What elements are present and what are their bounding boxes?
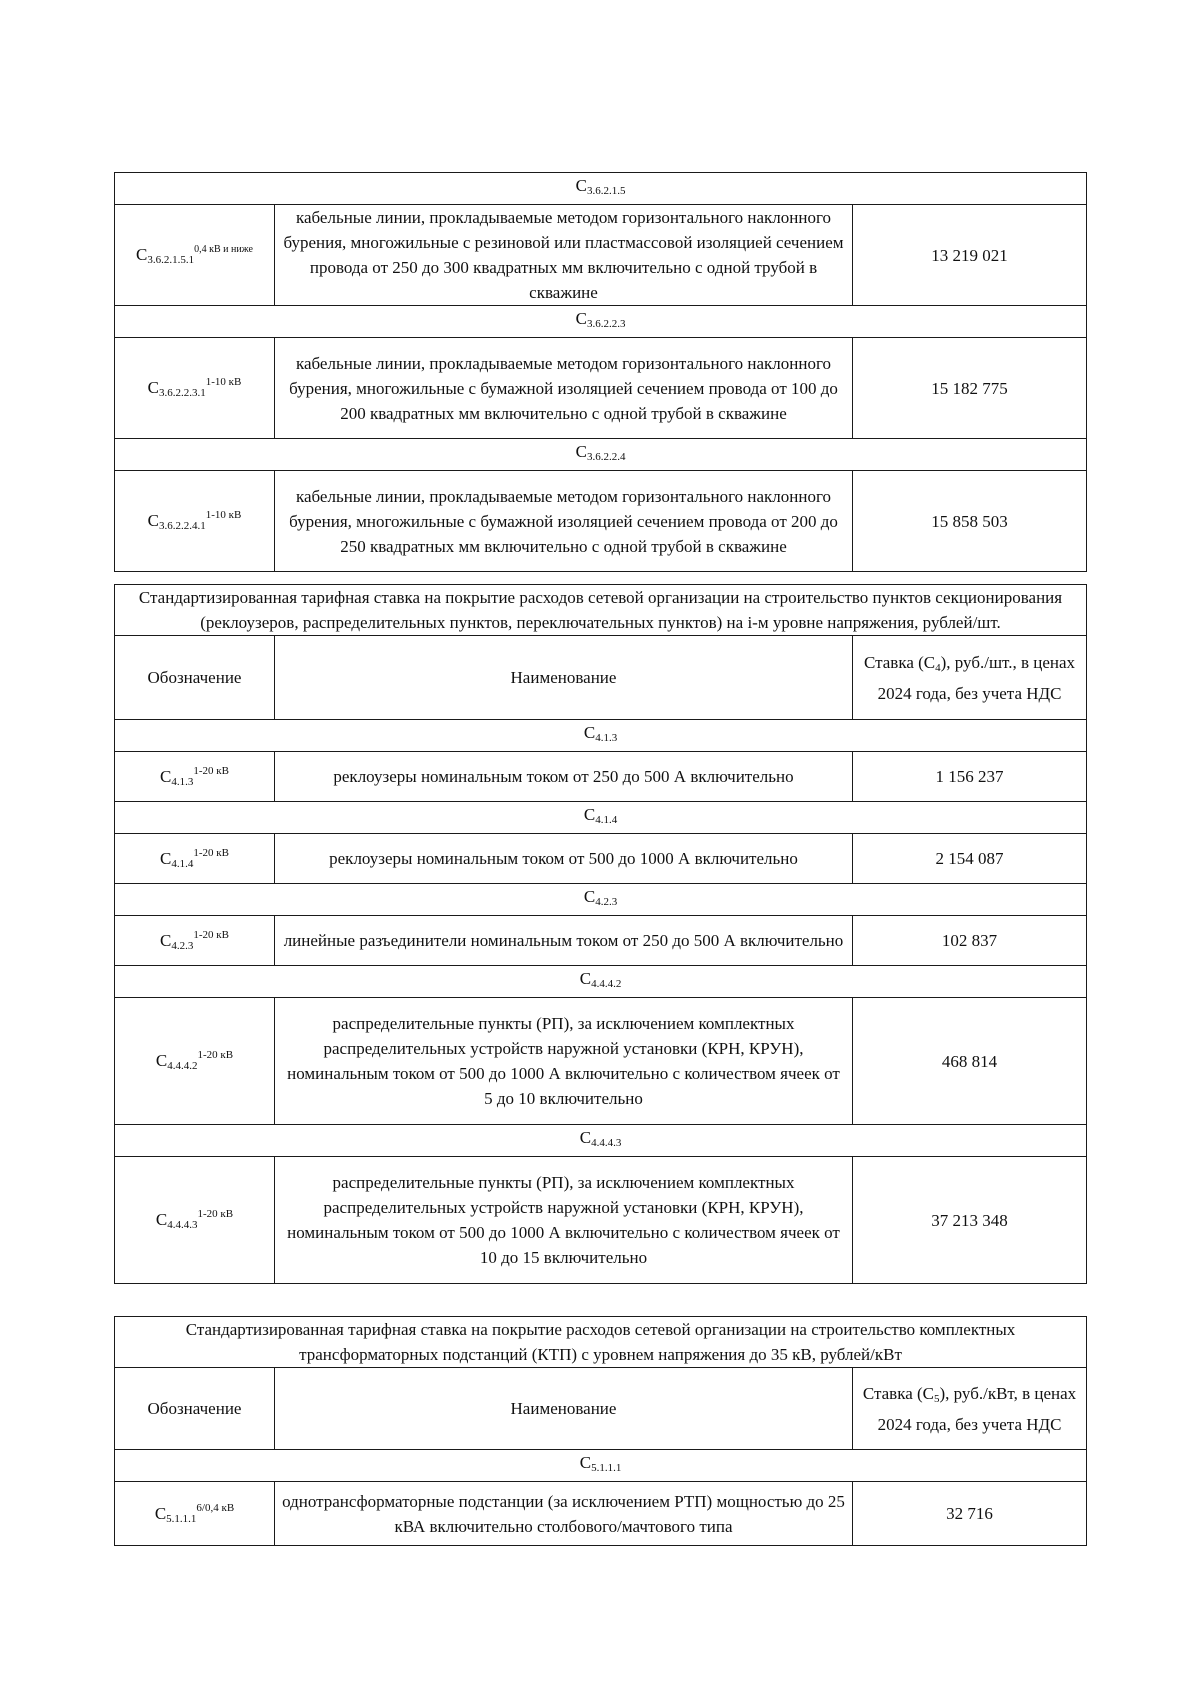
row-value: 13 219 021 — [853, 205, 1087, 306]
section-row — [115, 802, 1087, 834]
section-row — [115, 306, 1087, 338]
section-row — [115, 884, 1087, 916]
row-name: кабельные линии, прокладываемые методом горизонтального наклонного бурения, многожильные с резиновой или пластмассовой изоляцией сечением провода от 250 до 300 квадратных мм включительно с одной трубой в скважине — [275, 205, 853, 306]
row-code: $С_{5.1.1.1}^{6/0,4 кВ}$ — [115, 1482, 275, 1546]
row-value: 15 182 775 — [853, 338, 1087, 439]
row-code: $С_{3.6.2.2.4.1}^{1-10 кВ}$ — [115, 471, 275, 572]
row-value: 1 156 237 — [853, 752, 1087, 802]
table-row — [115, 998, 1087, 1125]
table-transformer-substations — [114, 1316, 1087, 1546]
section-row — [115, 966, 1087, 998]
section-code: $С_{4.1.4}$ — [115, 802, 1087, 834]
row-name: распределительные пункты (РП), за исключением комплектных распределительных устройств наружной установки (КРН, КРУН), номинальным током от 500 до 1000 А включительно с количеством ячеек от 5 до 10 включительно — [275, 998, 853, 1125]
table-row — [115, 1157, 1087, 1284]
table-title: Стандартизированная тарифная ставка на покрытие расходов сетевой организации на строительство комплектных трансформаторных подстанций (КТП) с уровнем напряжения до 35 кВ, рублей/кВт — [115, 1317, 1087, 1368]
section-row — [115, 1125, 1087, 1157]
table-row — [115, 205, 1087, 306]
row-code: $С_{4.2.3}^{1-20 кВ}$ — [115, 916, 275, 966]
row-name: реклоузеры номинальным током от 500 до 1000 А включительно — [275, 834, 853, 884]
row-name: распределительные пункты (РП), за исключением комплектных распределительных устройств наружной установки (КРН, КРУН), номинальным током от 500 до 1000 А включительно с количеством ячеек от 10 до 15 включительно — [275, 1157, 853, 1284]
row-value: 15 858 503 — [853, 471, 1087, 572]
section-code: $С_{3.6.2.2.3}$ — [115, 306, 1087, 338]
row-name: кабельные линии, прокладываемые методом горизонтального наклонного бурения, многожильные с бумажной изоляцией сечением провода от 100 до 200 квадратных мм включительно с одной трубой в скважине — [275, 338, 853, 439]
row-value: 2 154 087 — [853, 834, 1087, 884]
row-code: $С_{4.1.3}^{1-20 кВ}$ — [115, 752, 275, 802]
table-row — [115, 1482, 1087, 1546]
row-name: реклоузеры номинальным током от 250 до 500 А включительно — [275, 752, 853, 802]
header-rate: Ставка $(С_4)$, руб./шт., в ценах 2024 года, без учета НДС — [853, 636, 1087, 720]
row-value: 468 814 — [853, 998, 1087, 1125]
row-name: кабельные линии, прокладываемые методом горизонтального наклонного бурения, многожильные с бумажной изоляцией сечением провода от 200 до 250 квадратных мм включительно с одной трубой в скважине — [275, 471, 853, 572]
table-row — [115, 916, 1087, 966]
row-code: $С_{4.4.4.3}^{1-20 кВ}$ — [115, 1157, 275, 1284]
table-row — [115, 834, 1087, 884]
table-sectioning-points — [114, 584, 1087, 1284]
row-code: $С_{3.6.2.1.5.1}^{0,4 кВ и ниже}$ — [115, 205, 275, 306]
table-title-row — [115, 1317, 1087, 1368]
section-row — [115, 173, 1087, 205]
header-row — [115, 636, 1087, 720]
section-code: $С_{3.6.2.1.5}$ — [115, 173, 1087, 205]
table-row — [115, 338, 1087, 439]
section-code: $С_{4.4.4.2}$ — [115, 966, 1087, 998]
header-code: Обозначение — [115, 1368, 275, 1450]
header-name: Наименование — [275, 1368, 853, 1450]
header-rate: Ставка $(С_5)$, руб./кВт, в ценах 2024 года, без учета НДС — [853, 1368, 1087, 1450]
row-code: $С_{4.1.4}^{1-20 кВ}$ — [115, 834, 275, 884]
row-code: $С_{3.6.2.2.3.1}^{1-10 кВ}$ — [115, 338, 275, 439]
table-title: Стандартизированная тарифная ставка на покрытие расходов сетевой организации на строительство пунктов секционирования (реклоузеров, распределительных пунктов, переключательных пунктов) на i-м уровне напряжения, рублей/шт. — [115, 585, 1087, 636]
row-value: 37 213 348 — [853, 1157, 1087, 1284]
section-code: $С_{4.4.4.3}$ — [115, 1125, 1087, 1157]
section-row — [115, 439, 1087, 471]
table-title-row — [115, 585, 1087, 636]
row-code: $С_{4.4.4.2}^{1-20 кВ}$ — [115, 998, 275, 1125]
header-name: Наименование — [275, 636, 853, 720]
table-cable-lines — [114, 172, 1087, 572]
section-row — [115, 1450, 1087, 1482]
row-name: однотрансформаторные подстанции (за исключением РТП) мощностью до 25 кВА включительно столбового/мачтового типа — [275, 1482, 853, 1546]
section-code: $С_{5.1.1.1}$ — [115, 1450, 1087, 1482]
table-row — [115, 471, 1087, 572]
header-code: Обозначение — [115, 636, 275, 720]
table-row — [115, 752, 1087, 802]
section-row — [115, 720, 1087, 752]
row-value: 102 837 — [853, 916, 1087, 966]
section-code: $С_{3.6.2.2.4}$ — [115, 439, 1087, 471]
section-code: $С_{4.1.3}$ — [115, 720, 1087, 752]
header-row — [115, 1368, 1087, 1450]
section-code: $С_{4.2.3}$ — [115, 884, 1087, 916]
row-value: 32 716 — [853, 1482, 1087, 1546]
row-name: линейные разъединители номинальным током от 250 до 500 А включительно — [275, 916, 853, 966]
